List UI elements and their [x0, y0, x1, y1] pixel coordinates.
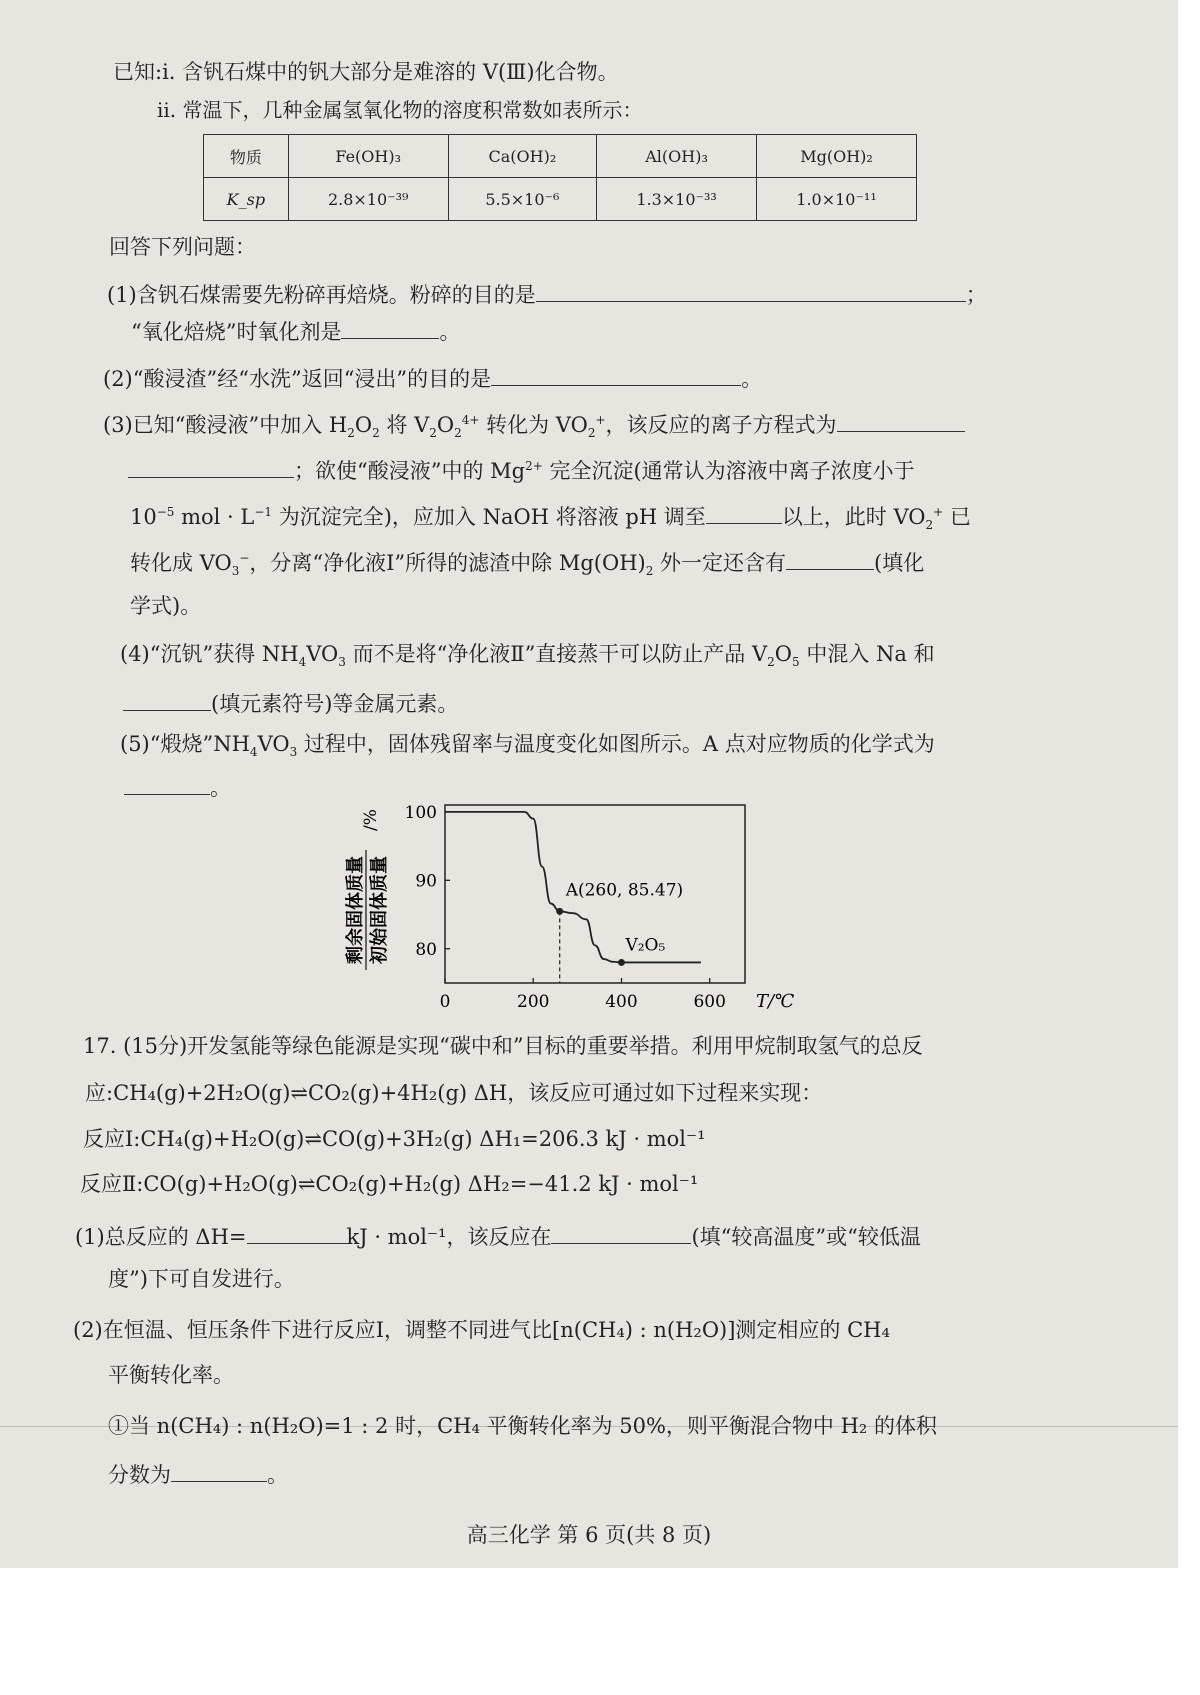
q17-p2-line1: (2)在恒温、恒压条件下进行反应Ⅰ，调整不同进气比[n(CH₄) : n(H₂O)]测定相应的 CH₄: [73, 1318, 890, 1342]
q3-text: 转化为 VO: [479, 413, 588, 437]
q3-text: 转化成 VO: [130, 551, 232, 575]
answer-blank[interactable]: [124, 772, 210, 795]
q17-text: kJ · mol⁻¹，该反应在: [346, 1225, 552, 1249]
ksp-table: [203, 134, 917, 221]
q17-text: (1)总反应的 ΔH=: [75, 1225, 247, 1249]
q5-text: (5)“煅烧”NH: [120, 732, 250, 756]
q2-line: [103, 363, 762, 393]
q5-line2: [124, 772, 231, 802]
q3-text: (3)已知“酸浸液”中加入 H: [103, 413, 348, 437]
table-header-cell: Fe(OH)₃: [288, 135, 448, 178]
q3-text: 外一定还含有: [653, 551, 787, 575]
q4-line1: (4)“沉钒”获得 $NH_4VO_3$ 而不是将“净化液Ⅱ”直接蒸干可以防止产品 $V_2O_5$ 中混入 Na 和: [120, 642, 935, 670]
point-a-label: A(260, 85.47): [565, 880, 684, 901]
q4-text: (4)“沉钒”获得 NH: [120, 642, 299, 666]
q4-text: (填元素符号)等金属元素。: [211, 692, 459, 716]
q3-text: O: [436, 413, 455, 437]
point-v2o5-label: V₂O₅: [625, 935, 666, 956]
residue-rate-chart: [330, 785, 795, 1015]
table-header-cell: Mg(OH)₂: [757, 135, 917, 178]
x-tick-label: 400: [605, 992, 638, 1012]
q4-text: 而不是将“净化液Ⅱ”直接蒸干可以防止产品 V: [345, 642, 768, 666]
answer-blank[interactable]: [491, 363, 741, 386]
q17-p2-sub1-line2: [108, 1459, 288, 1489]
table-cell: 5.5×10⁻⁶: [448, 178, 596, 221]
q1-line2: [131, 316, 460, 346]
q4-text: 中混入 Na 和: [799, 642, 935, 666]
q17-line2: 应:CH₄(g)+2H₂O(g)⇌CO₂(g)+4H₂(g) ΔH，该反应可通过如下过程来实现：: [85, 1081, 823, 1105]
q3-text: mol · L: [174, 505, 255, 529]
answer-blank[interactable]: [706, 501, 782, 524]
q3-line5: 学式)。: [130, 594, 202, 618]
q17-p2-line2: 平衡转化率。: [108, 1363, 234, 1387]
q1-text: (1)含钒石煤需要先粉碎再焙烧。粉碎的目的是: [107, 283, 536, 307]
y-axis-label: [344, 809, 389, 970]
q3-text: 以上，此时 VO: [781, 505, 926, 529]
q3-text: 完全沉淀(通常认为溶液中离子浓度小于: [542, 459, 915, 483]
table-header-cell: Al(OH)₃: [597, 135, 757, 178]
table-cell: K_sp: [204, 178, 289, 221]
y-tick-label: 100: [404, 802, 437, 823]
q17-p1-line1: [75, 1221, 921, 1251]
x-tick-label: 200: [517, 992, 550, 1012]
q5-text: 过程中，固体残留率与温度变化如图所示。A 点对应物质的化学式为: [297, 732, 935, 756]
table-header-cell: Ca(OH)₂: [448, 135, 596, 178]
q3-text: 将 V: [379, 413, 430, 437]
given-line-i: 已知:i. 含钒石煤中的钒大部分是难溶的 V(Ⅲ)化合物。: [113, 60, 619, 84]
page-footer: 高三化学 第 6 页(共 8 页): [466, 1523, 712, 1547]
answer-intro: 回答下列问题：: [109, 235, 256, 259]
table-cell: 1.0×10⁻¹¹: [757, 178, 917, 221]
y-axis-unit: /%: [361, 809, 381, 831]
q3-line2: ；欲使“酸浸液”中的 $Mg^{2+}$ 完全沉淀(通常认为溶液中离子浓度小于: [128, 455, 915, 485]
given-line-ii: ii. 常温下，几种金属氢氧化物的溶度积常数如表所示：: [157, 98, 643, 122]
q17-line4: 反应Ⅱ:CO(g)+H₂O(g)⇌CO₂(g)+H₂(g) ΔH₂=−41.2 kJ · mol⁻¹: [80, 1172, 699, 1196]
q3-line4: 转化成 $VO_3^-$，分离“净化液Ⅰ”所得的滤渣中除 $Mg(OH)_2$ 外一定还含有 (填化: [130, 547, 924, 577]
table-header-row: [204, 135, 917, 178]
answer-blank[interactable]: [786, 547, 874, 570]
answer-blank[interactable]: [247, 1221, 347, 1244]
answer-blank[interactable]: [171, 1459, 267, 1482]
point-v2o5-marker: [618, 959, 625, 966]
q5-line1: (5)“煅烧$”NH_4VO_3$ 过程中，固体残留率与温度变化如图所示。A 点对应物质的化学式为: [120, 732, 935, 760]
q17-line3: 反应Ⅰ:CH₄(g)+H₂O(g)⇌CO(g)+3H₂(g) ΔH₁=206.3 kJ · mol⁻¹: [83, 1127, 706, 1151]
q3-text: 10: [130, 505, 157, 529]
q1-end: ；: [965, 283, 987, 307]
y-axis-label-top: 剩余固体质量: [345, 856, 365, 964]
q4-text: VO: [306, 642, 339, 666]
q1-end2: 。: [439, 320, 461, 344]
q17-text: 。: [267, 1463, 288, 1487]
table-cell: 1.3×10⁻³³: [597, 178, 757, 221]
q3-text: ；欲使“酸浸液”中的 Mg: [294, 459, 526, 483]
q3-line1: (3)已知“酸浸液”中加入 $H_2O_2$ 将 $V_2O_2^{4+}$ 转化为 $VO_2^+$，该反应的离子方程式为: [103, 409, 965, 439]
table-row: [204, 178, 917, 221]
y-tick-label: 90: [415, 871, 437, 892]
q3-text: 为沉淀完全)，应加入 NaOH 将溶液 pH 调至: [272, 505, 706, 529]
x-tick-label: 600: [693, 992, 726, 1012]
q4-line2: [123, 688, 458, 718]
q3-text: 已: [943, 505, 971, 529]
q17-line1: 17. (15分)开发氢能等绿色能源是实现“碳中和”目标的重要举措。利用甲烷制取氢气的总反: [83, 1034, 923, 1058]
answer-blank[interactable]: [123, 688, 211, 711]
q3-text: ，分离“净化液Ⅰ”所得的滤渣中除 Mg(OH): [249, 551, 646, 575]
q1-line1: [107, 279, 987, 309]
q2-text: (2)“酸浸渣”经“水洗”返回“浸出”的目的是: [103, 367, 492, 391]
q17-text: (填“较高温度”或“较低温: [691, 1225, 921, 1249]
q17-text: 分数为: [108, 1463, 171, 1487]
answer-blank[interactable]: [536, 279, 966, 302]
q5-text: 。: [210, 776, 231, 800]
q17-p2-sub1: ①当 n(CH₄) : n(H₂O)=1 : 2 时，CH₄ 平衡转化率为 50%，则平衡混合物中 H₂ 的体积: [108, 1414, 937, 1438]
answer-blank[interactable]: [128, 455, 294, 478]
q17-p1-line2: 度”)下可自发进行。: [108, 1267, 295, 1291]
q2-end: 。: [741, 367, 763, 391]
y-axis-label-bottom: 初始固体质量: [369, 856, 389, 964]
q3-text: (填化: [874, 551, 925, 575]
q5-text: VO: [257, 732, 290, 756]
point-a-marker: [556, 908, 563, 915]
answer-blank[interactable]: [551, 1221, 691, 1244]
y-tick-label: 80: [415, 939, 437, 960]
q1-text2: “氧化焙烧”时氧化剂是: [131, 320, 342, 344]
q3-line3: $10^{-5}$ mol · $L^{-1}$ 为沉淀完全)，应加入 NaOH 将溶液 pH 调至 以上，此时 $VO_2^+$ 已: [130, 501, 971, 531]
q3-text: ，该反应的离子方程式为: [605, 413, 837, 437]
q4-text: O: [774, 642, 793, 666]
x-axis-label: T/℃: [756, 991, 795, 1012]
table-header-cell: 物质: [204, 135, 289, 178]
q3-text: O: [354, 413, 373, 437]
table-cell: 2.8×10⁻³⁹: [288, 178, 448, 221]
plot-layer: [405, 803, 726, 1012]
answer-blank[interactable]: [837, 409, 965, 432]
x-tick-label: 0: [439, 992, 451, 1012]
answer-blank[interactable]: [341, 316, 439, 339]
